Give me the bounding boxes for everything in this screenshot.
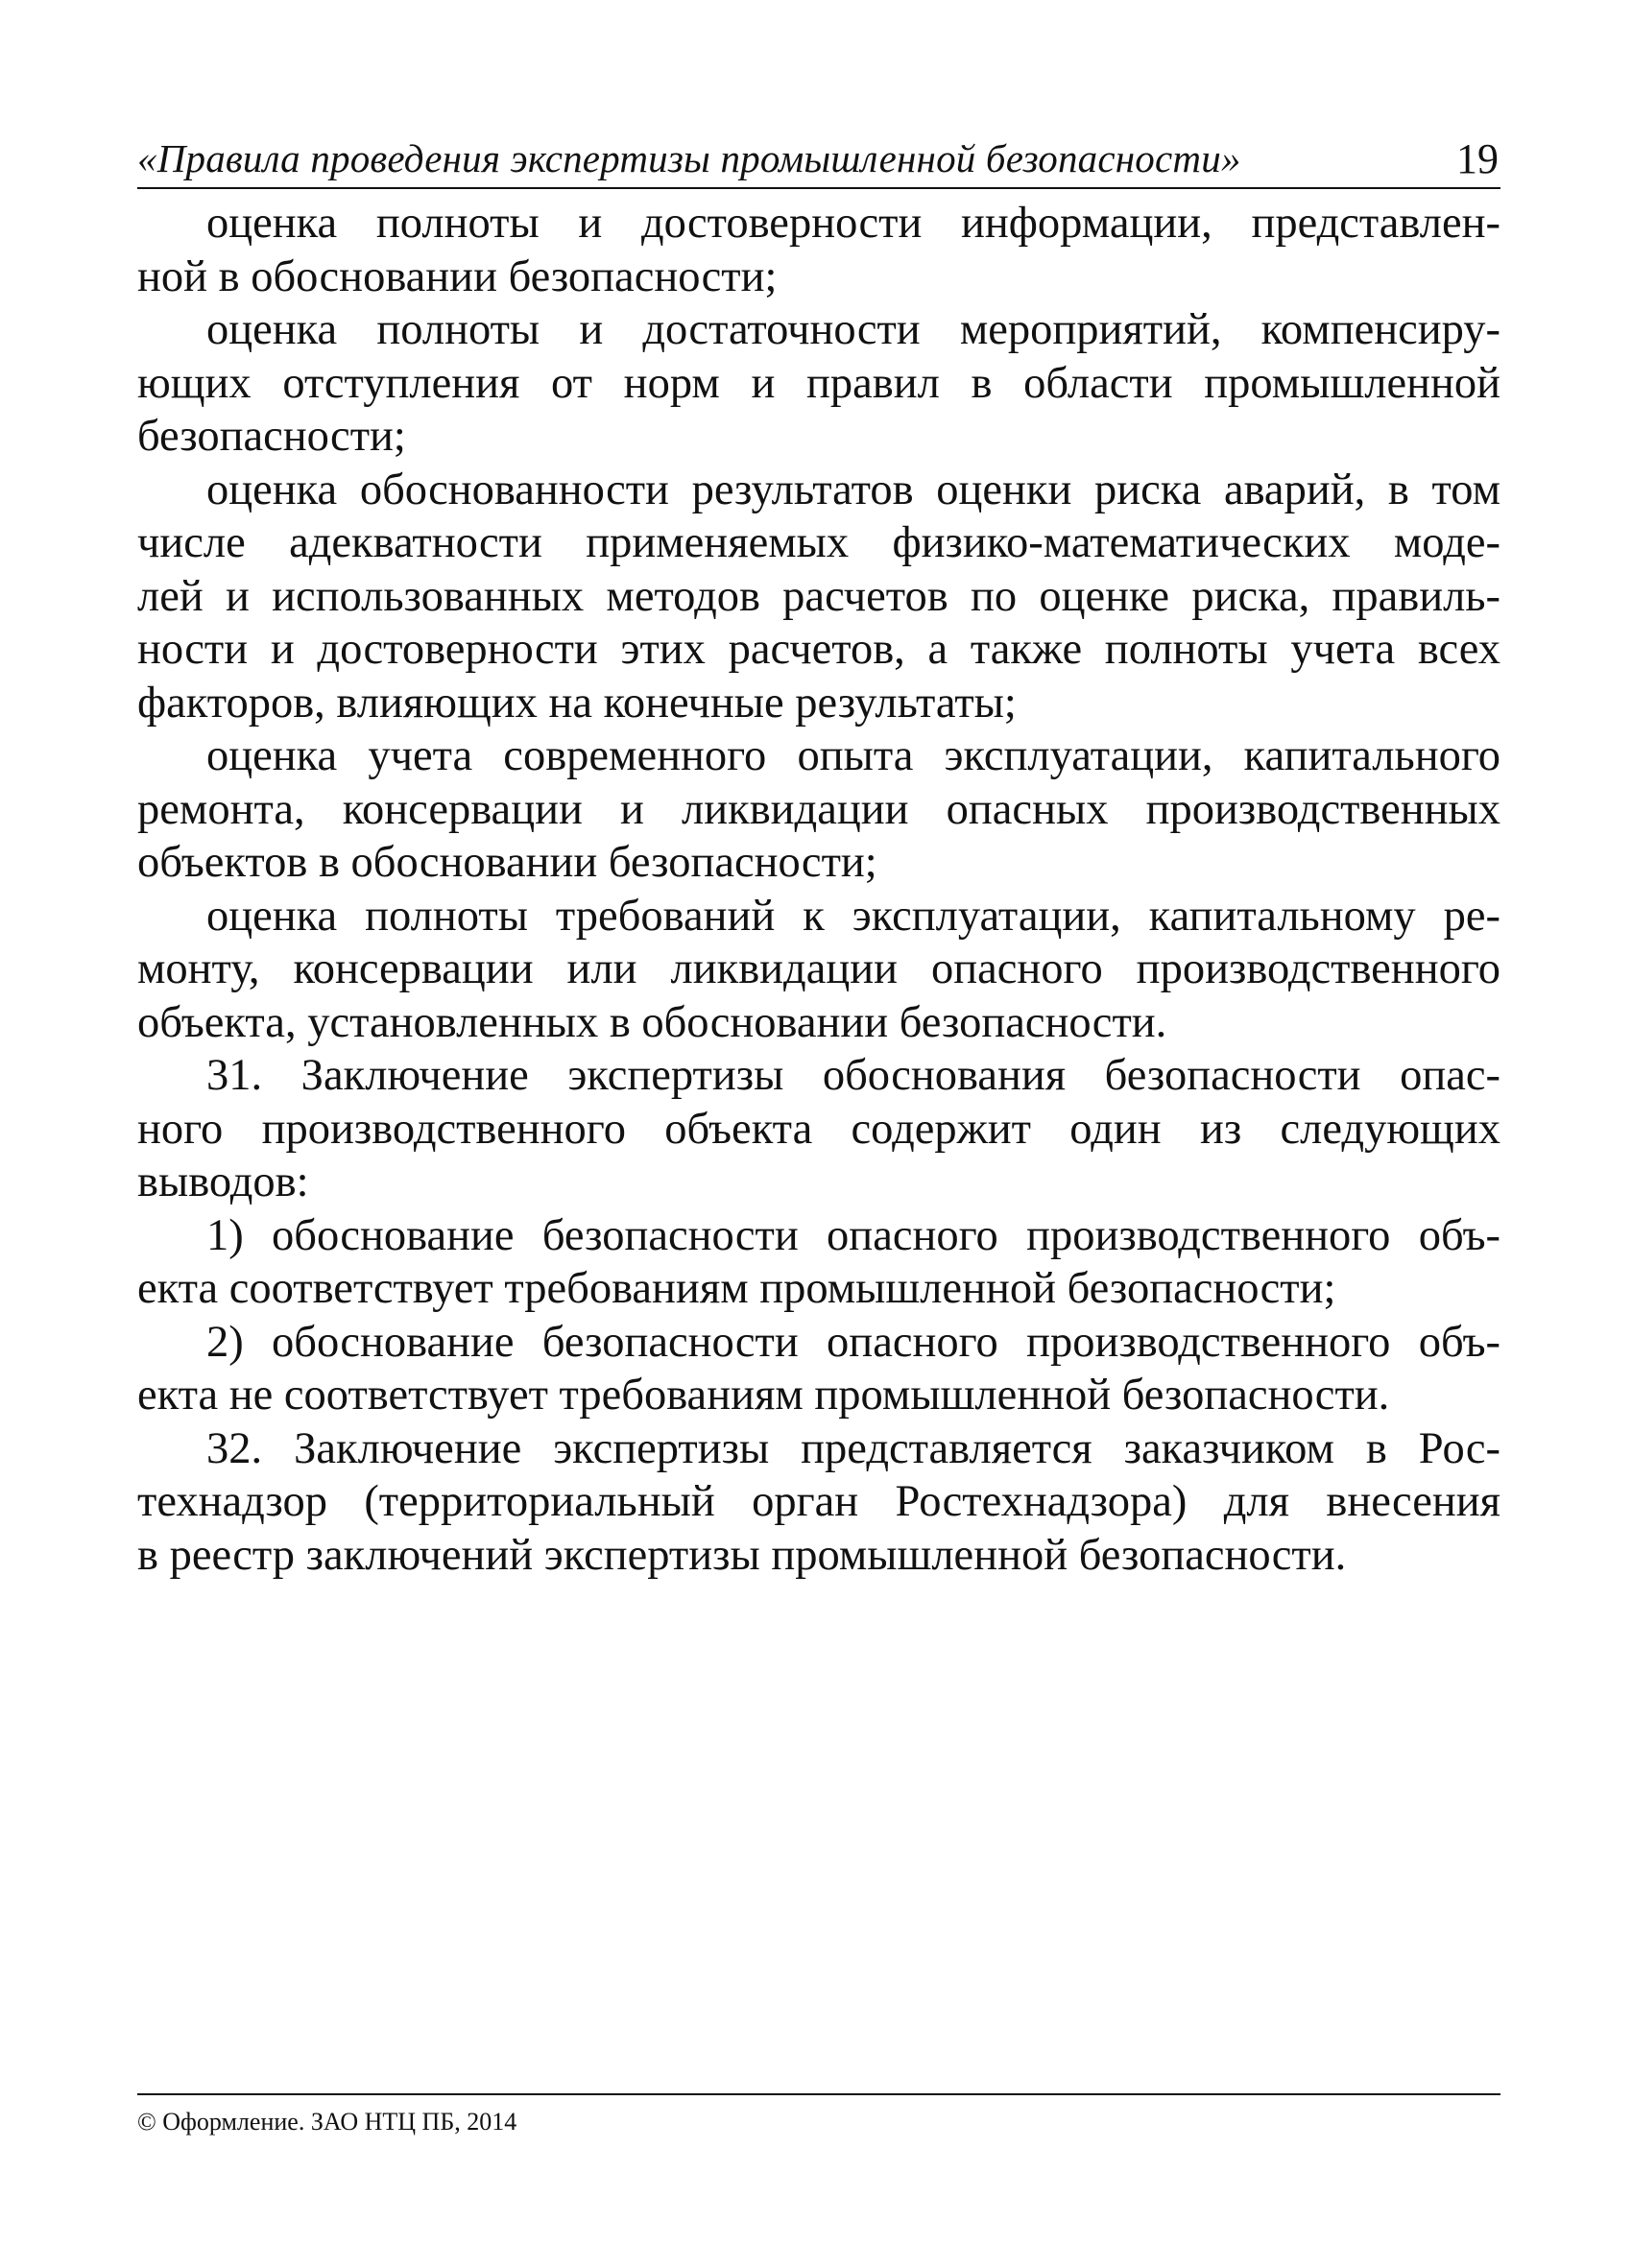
text-line: оценка полноты и достоверности информации, представлен-	[206, 199, 1500, 248]
text-line: ности и достоверности этих расчетов, а также полноты учета всех	[137, 625, 1500, 674]
paragraph	[137, 197, 1500, 303]
paragraph	[137, 729, 1500, 890]
text-line: ремонта, консервации и ликвидации опасных производственных	[137, 784, 1500, 834]
page-number: 19	[1456, 135, 1499, 182]
text-line: ного производственного объекта содержит один из следующих	[137, 1104, 1500, 1154]
text-line: оценка полноты и достаточности мероприятий, компенсиру-	[206, 305, 1500, 354]
text-line: 2) обоснование безопасности опасного производственного объ-	[206, 1317, 1500, 1367]
text-line: 31. Заключение экспертизы обоснования безопасности опас-	[206, 1051, 1500, 1100]
text-line: объекта, установленных в обосновании безопасности.	[137, 997, 1167, 1047]
text-line: в реестр заключений экспертизы промышленной безопасности.	[137, 1530, 1347, 1580]
text-line: екта соответствует требованиям промышленной безопасности;	[137, 1264, 1336, 1313]
text-line: безопасности;	[137, 412, 406, 461]
text-line: оценка обоснованности результатов оценки риска аварий, в том	[206, 465, 1500, 514]
paragraph	[137, 1209, 1500, 1316]
body-text	[137, 197, 1500, 1582]
text-line: ной в обосновании безопасности;	[137, 251, 778, 301]
text-line: лей и использованных методов расчетов по оценке риска, правиль-	[137, 571, 1500, 621]
paragraph	[137, 1316, 1500, 1422]
text-line: выводов:	[137, 1158, 309, 1206]
paragraph	[137, 303, 1500, 464]
text-line: факторов, влияющих на конечные результаты;	[137, 678, 1017, 728]
footer-copyright: © Оформление. ЗАО НТЦ ПБ, 2014	[137, 2108, 517, 2136]
paragraph	[137, 1049, 1500, 1209]
text-line: 1) обоснование безопасности опасного производственного объ-	[206, 1210, 1500, 1260]
text-line: технадзор (территориальный орган Ростехнадзора) для внесения	[137, 1477, 1500, 1526]
text-line: екта не соответствует требованиям промышленной безопасности.	[137, 1371, 1390, 1420]
text-line: оценка учета современного опыта эксплуатации, капитального	[206, 731, 1500, 780]
running-title: «Правила проведения экспертизы промышленной безопасности»	[137, 136, 1241, 180]
text-line: объектов в обосновании безопасности;	[137, 838, 877, 887]
running-header	[137, 128, 1500, 189]
footer-divider	[137, 2093, 1500, 2095]
text-line: монту, консервации или ликвидации опасного производственного	[137, 944, 1500, 993]
text-line: числе адекватности применяемых физико-математических моде-	[137, 518, 1500, 567]
paragraph	[137, 890, 1500, 1050]
text-line: оценка полноты требований к эксплуатации, капитальному ре-	[206, 891, 1500, 941]
paragraph	[137, 1422, 1500, 1583]
paragraph	[137, 464, 1500, 730]
text-line: ющих отступления от норм и правил в области промышленной	[137, 358, 1500, 408]
text-line: 32. Заключение экспертизы представляется заказчиком в Рос-	[206, 1423, 1500, 1473]
